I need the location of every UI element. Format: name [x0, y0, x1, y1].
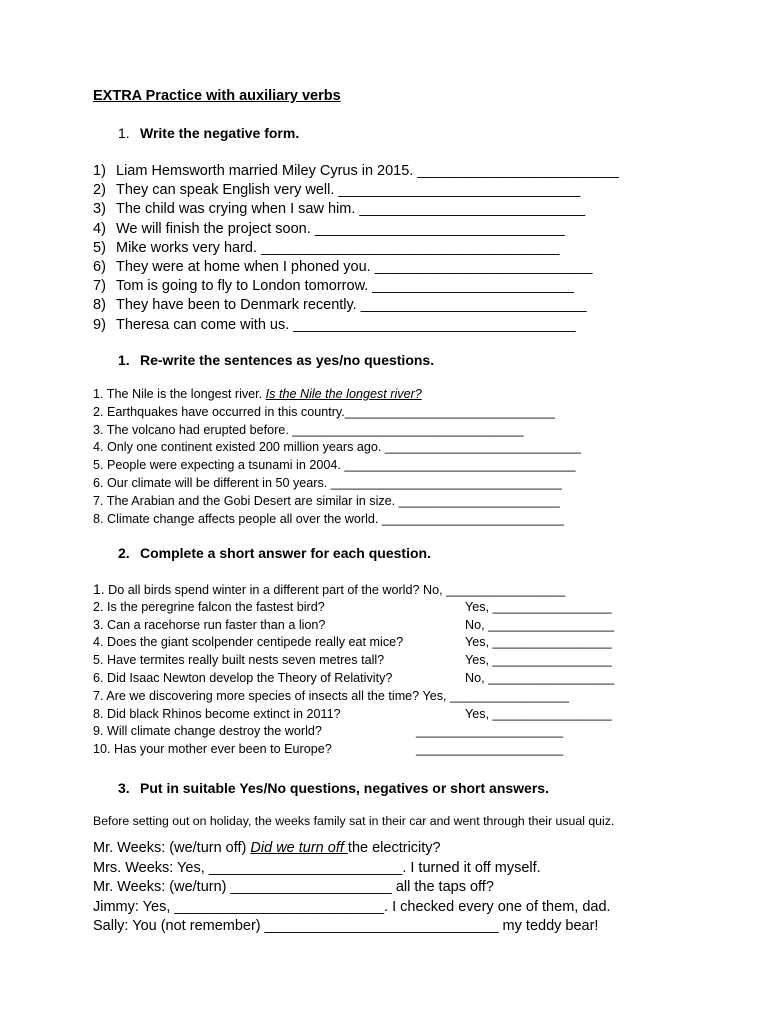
item-number: 5): [93, 239, 106, 256]
example-answer: Did we turn off: [250, 840, 348, 856]
dialogue-suffix: the electricity?: [347, 840, 441, 856]
list-item: [93, 670, 614, 688]
section-4-heading: [118, 780, 549, 796]
dialogue-line: Mr. Weeks: (we/turn) ____________________ all the taps off?: [93, 879, 494, 896]
item-number: 3): [93, 201, 106, 218]
item-answer: Yes, _________________: [465, 599, 612, 614]
section-2-heading: [118, 352, 434, 368]
list-item: [93, 316, 619, 335]
list-item: [93, 200, 619, 219]
item-answer: No, __________________: [465, 617, 615, 632]
list-item: [93, 617, 614, 635]
item-number: 2): [93, 182, 106, 199]
section-1-heading: [118, 125, 299, 141]
yes-no-question-list: [93, 386, 581, 528]
item-number: 9): [93, 316, 106, 333]
list-item: [93, 634, 614, 652]
section-4-title: Put in suitable Yes/No questions, negatives or short answers.: [140, 780, 549, 796]
list-item: 2. Earthquakes have occurred in this country.______________________________: [93, 404, 555, 419]
list-item: [93, 277, 619, 296]
section-1-title: Write the negative form.: [140, 125, 300, 141]
list-item: [93, 220, 619, 239]
item-text: We will finish the project soon. _______________________________: [116, 220, 565, 237]
list-item: 8. Climate change affects people all over the world. __________________________: [93, 511, 564, 526]
dialogue-line: Mrs. Weeks: Yes, ________________________. I turned it off myself.: [93, 859, 541, 876]
worksheet-title: EXTRA Practice with auxiliary verbs: [93, 88, 341, 104]
item-question: 6. Did Isaac Newton develop the Theory of Relativity?: [93, 670, 393, 685]
item-question: 2. Is the peregrine falcon the fastest bird?: [93, 599, 325, 614]
item-text: Mike works very hard. _____________________________________: [116, 239, 560, 256]
section-3-title: Complete a short answer for each question.: [140, 545, 431, 561]
list-item: [93, 741, 614, 759]
item-question: 7. Are we discovering more species of insects all the time?: [93, 688, 420, 703]
item-text: Liam Hemsworth married Miley Cyrus in 2015. _________________________: [116, 163, 619, 179]
item-text: They can speak English very well. ______________________________: [116, 182, 581, 199]
list-item: 6. Our climate will be different in 50 years. _________________________________: [93, 475, 562, 490]
dialogue-line: [93, 839, 611, 859]
item-question: 8. Did black Rhinos become extinct in 2011?: [93, 706, 341, 721]
item-answer: No, __________________: [465, 670, 615, 685]
item-question: 5. Have termites really built nests seven metres tall?: [93, 653, 385, 668]
item-question: 10. Has your mother ever been to Europe?: [93, 742, 332, 757]
negative-form-list: [93, 162, 619, 335]
list-item: [93, 181, 619, 200]
list-item: [93, 652, 614, 670]
dialogue-line: Jimmy: Yes, __________________________. I checked every one of them, dad.: [93, 898, 611, 915]
dialogue-line: Sally: You (not remember) _____________________________ my teddy bear!: [93, 918, 599, 935]
list-item: [93, 296, 619, 315]
list-item: 5. People were expecting a tsunami in 2004. _________________________________: [93, 458, 576, 473]
list-item: 3. The volcano had erupted before. _________________________________: [93, 422, 524, 437]
list-item: [93, 599, 614, 617]
item-text: They were at home when I phoned you. ___________________________: [116, 258, 593, 275]
section-1-number: 1.: [118, 125, 130, 141]
section-4-intro: Before setting out on holiday, the weeks family sat in their car and went through their usual quiz.: [93, 814, 615, 828]
item-answer: Yes, _________________: [465, 653, 612, 668]
example-answer: Is the Nile the longest river?: [265, 387, 422, 401]
list-item: 4. Only one continent existed 200 million years ago. ____________________________: [93, 440, 582, 455]
list-item: 7. The Arabian and the Gobi Desert are similar in size. _______________________: [93, 493, 560, 508]
section-3-number: 2.: [118, 545, 130, 561]
short-answer-list: [93, 581, 614, 759]
dialogue-prompt: Mr. Weeks: (we/turn off): [93, 840, 251, 856]
item-answer: Yes, _________________: [465, 706, 612, 721]
list-item: [93, 162, 619, 181]
list-item: [93, 581, 614, 599]
item-number: 1.: [93, 581, 105, 597]
item-number: 7): [93, 278, 106, 295]
item-answer: _____________________: [416, 724, 564, 739]
item-answer: Yes, _________________: [465, 635, 612, 650]
item-question: 4. Does the giant scolpender centipede really eat mice?: [93, 635, 404, 650]
item-answer: No, _________________: [422, 583, 566, 597]
item-text: 1. The Nile is the longest river.: [93, 387, 263, 401]
item-question: 3. Can a racehorse run faster than a lion?: [93, 617, 326, 632]
item-text: They have been to Denmark recently. ____________________________: [116, 297, 587, 314]
section-2-title: Re-write the sentences as yes/no questions.: [140, 352, 435, 368]
item-text: Tom is going to fly to London tomorrow. _________________________: [116, 278, 574, 295]
item-number: 6): [93, 258, 106, 275]
list-item: [93, 239, 619, 258]
item-answer: Yes, _________________: [422, 688, 570, 703]
list-item: [93, 688, 614, 706]
list-item: [93, 386, 581, 404]
section-2-number: 1.: [118, 352, 130, 368]
list-item: [93, 723, 614, 741]
item-number: 4): [93, 220, 106, 237]
section-3-heading: [118, 545, 431, 561]
item-number: 8): [93, 297, 106, 314]
dialogue-list: [93, 839, 611, 937]
item-answer: _____________________: [416, 742, 564, 757]
section-4-number: 3.: [118, 780, 130, 796]
list-item: [93, 706, 614, 724]
item-text: The child was crying when I saw him. ____________________________: [116, 201, 586, 218]
item-question: Do all birds spend winter in a different part of the world?: [104, 583, 420, 597]
item-question: 9. Will climate change destroy the world?: [93, 724, 322, 739]
item-text: Theresa can come with us. ___________________________________: [116, 316, 576, 333]
item-number: 1): [93, 163, 106, 179]
list-item: [93, 258, 619, 277]
